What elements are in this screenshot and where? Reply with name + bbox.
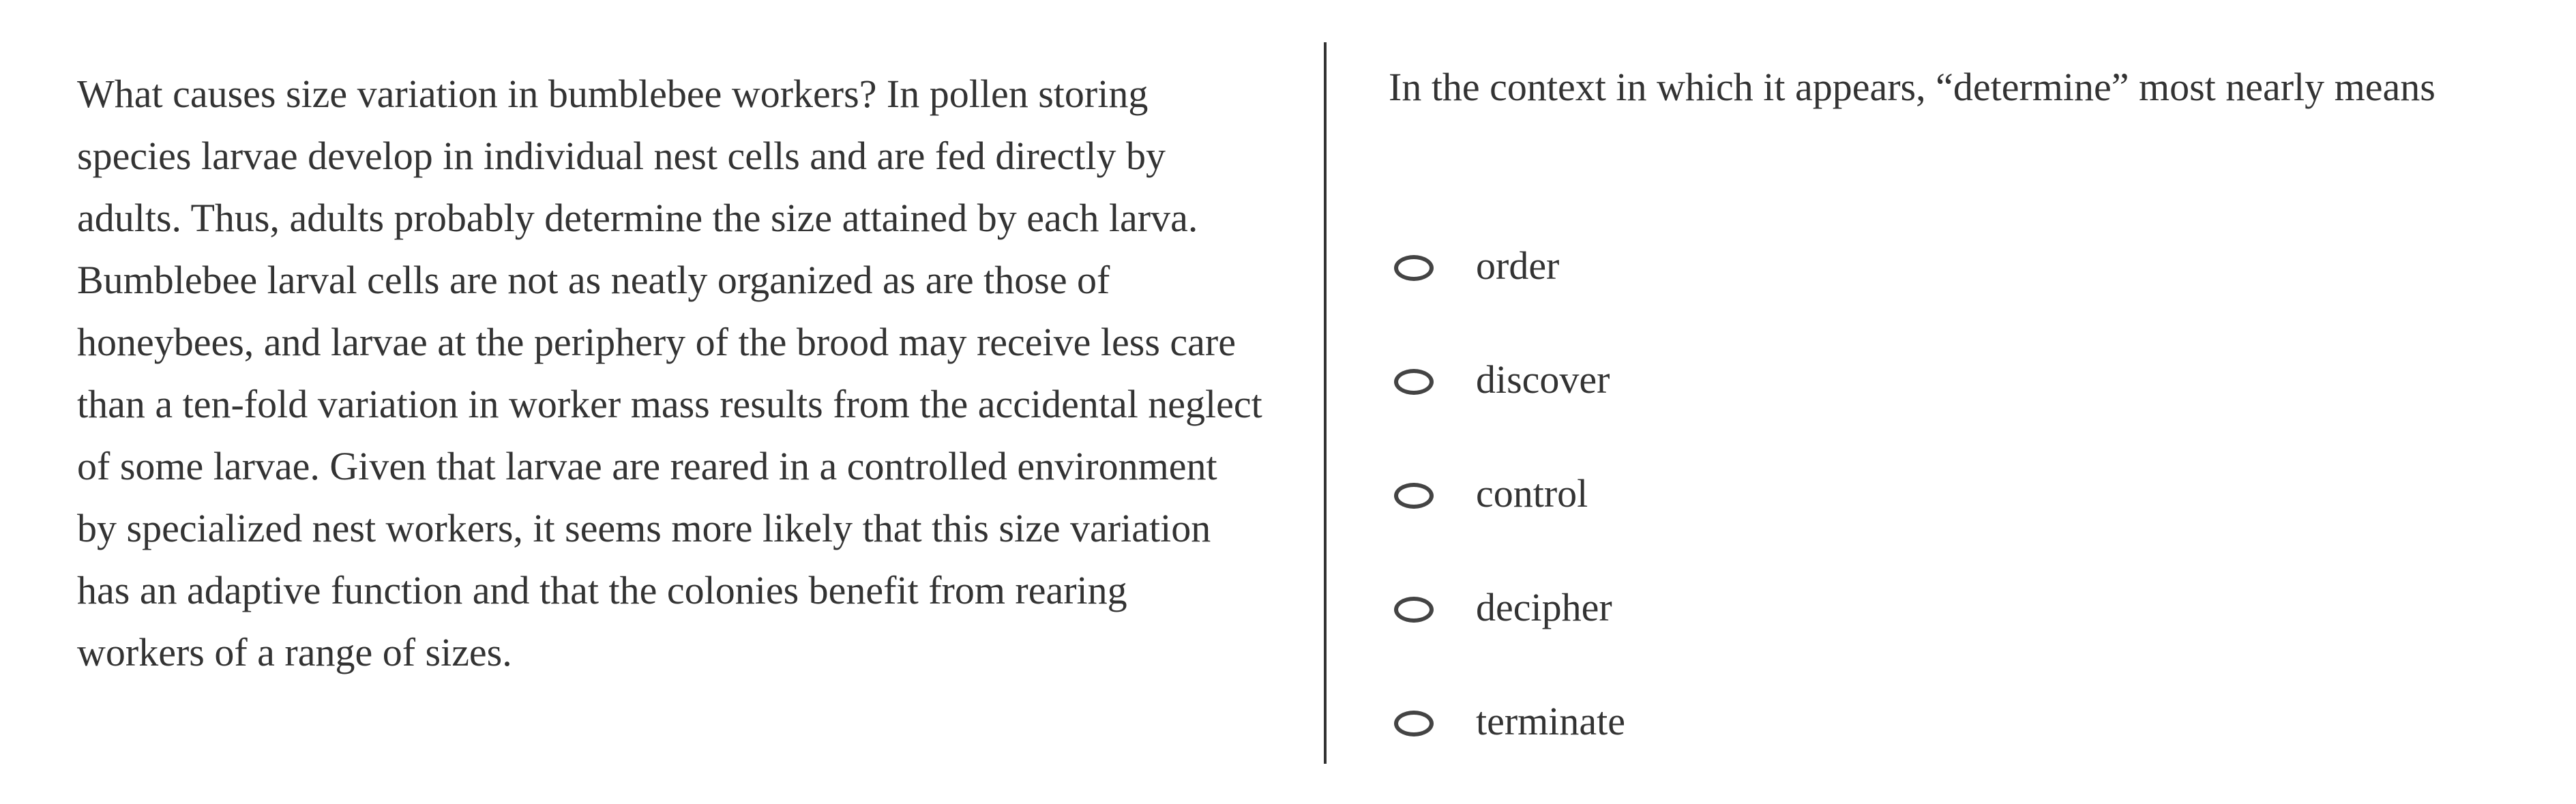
answer-choice-label: control xyxy=(1476,471,1588,516)
answer-choice-label: order xyxy=(1476,243,1560,288)
passage-panel xyxy=(77,63,1264,683)
answer-choices xyxy=(1389,235,2480,804)
radio-button[interactable] xyxy=(1394,711,1434,736)
answer-choice-control[interactable] xyxy=(1389,462,2480,576)
answer-choice-discover[interactable] xyxy=(1389,348,2480,462)
radio-button[interactable] xyxy=(1394,483,1434,509)
answer-choice-label: terminate xyxy=(1476,699,1626,743)
answer-choice-label: discover xyxy=(1476,357,1610,402)
passage-text: What causes size variation in bumblebee workers? In pollen storing species larvae develop in individual nest cells and are fed directly by adults. Thus, adults probably determine the size attained by each larva. Bumblebee larval cells are not as neatly organized as are those of honeybees, and larvae at the periphery of the brood may receive less care than a ten-fold variation in worker mass results from the accidental neglect of some larvae. Given that larvae are reared in a controlled environment by specialized nest workers, it seems more likely that this size variation has an adaptive function and that the colonies benefit from rearing workers of a range of sizes. xyxy=(77,72,1262,674)
answer-choice-order[interactable] xyxy=(1389,235,2480,348)
radio-button[interactable] xyxy=(1394,597,1434,623)
answer-choice-label: decipher xyxy=(1476,585,1612,629)
answer-choice-decipher[interactable] xyxy=(1389,576,2480,690)
radio-button[interactable] xyxy=(1394,255,1434,281)
answer-choice-terminate[interactable] xyxy=(1389,690,2480,804)
question-stem: In the context in which it appears, “determine” most nearly means xyxy=(1389,65,2436,109)
question-panel xyxy=(1389,56,2534,743)
radio-button[interactable] xyxy=(1394,369,1434,395)
panel-divider xyxy=(1324,42,1327,764)
